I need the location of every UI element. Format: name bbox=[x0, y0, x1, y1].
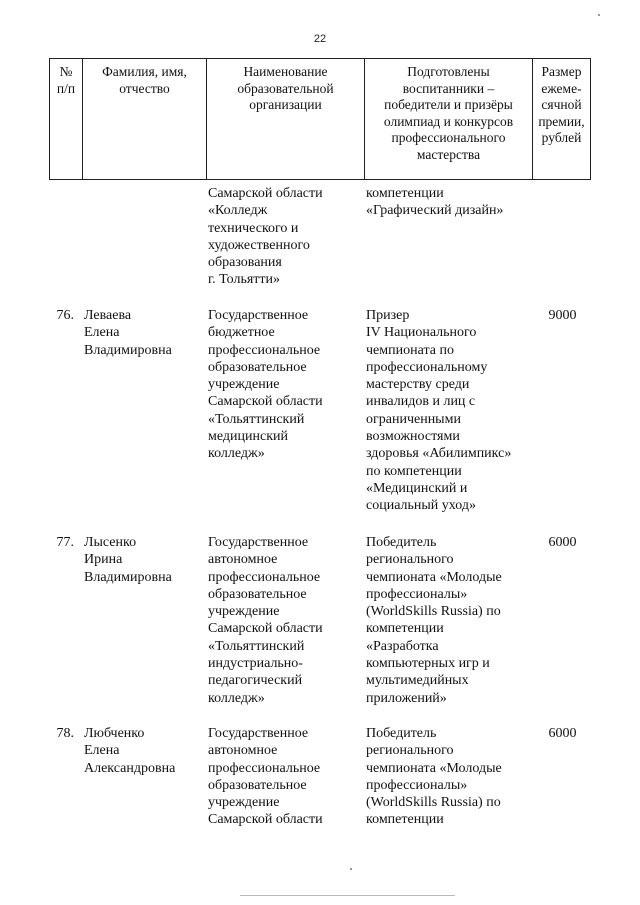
header-prize bbox=[533, 59, 591, 180]
organization-name: Самарской области «Колледж технического и художественного образования г. Тольятти» bbox=[208, 186, 323, 288]
header-row bbox=[50, 59, 591, 180]
prize-amount: 6000 bbox=[548, 726, 577, 741]
scan-speck bbox=[598, 14, 600, 16]
header-org bbox=[207, 59, 365, 180]
prize-amount: 9000 bbox=[548, 308, 577, 323]
table-header bbox=[49, 58, 591, 180]
organization-name: Государственное бюджетное профессиональное образовательное учреждение Самарской области «Тольяттинский медицинский колледж» bbox=[208, 308, 323, 462]
header-name-text: Фамилия, имя, отчество bbox=[102, 64, 187, 96]
award-description: компетенции «Графический дизайн» bbox=[366, 186, 504, 219]
header-org-text: Наименование образовательной организации bbox=[237, 64, 334, 112]
row-number: 77. bbox=[56, 535, 74, 550]
scan-edge-line bbox=[240, 895, 455, 896]
award-description: Победитель регионального чемпионата «Молодые профессионалы» (WorldSkills Russia) по компетенции «Разработка компьютерных игр и мультимедийных приложений» bbox=[366, 535, 502, 706]
header-prize-text: Размер ежеме- сячной премии, рублей bbox=[538, 64, 585, 145]
header-no bbox=[50, 59, 83, 180]
header-award bbox=[365, 59, 533, 180]
header-award-text: Подготовлены воспитанники – победители и призёры олимпиад и конкурсов профессионального мастерства bbox=[383, 64, 514, 162]
row-number: 76. bbox=[56, 308, 74, 323]
award-description: Призер IV Национального чемпионата по профессиональному мастерству среди инвалидов и лиц с ограниченными возможностями здоровья «Абилимпикс» по компетенции «Медицинский и социальный уход» bbox=[366, 308, 512, 514]
award-description: Победитель регионального чемпионата «Молодые профессионалы» (WorldSkills Russia) по компетенции bbox=[366, 726, 502, 828]
organization-name: Государственное автономное профессиональное образовательное учреждение Самарской области bbox=[208, 726, 323, 828]
scan-speck bbox=[350, 868, 352, 870]
person-name: Лысенко Ирина Владимировна bbox=[84, 535, 172, 585]
person-name: Леваева Елена Владимировна bbox=[84, 308, 172, 358]
row-number: 78. bbox=[56, 726, 74, 741]
page-number: 22 bbox=[313, 33, 327, 45]
person-name: Любченко Елена Александровна bbox=[84, 726, 176, 776]
organization-name: Государственное автономное профессиональное образовательное учреждение Самарской области «Тольяттинский индустриально- педагогический колледж» bbox=[208, 535, 323, 706]
prize-amount: 6000 bbox=[548, 535, 577, 550]
header-no-text: № п/п bbox=[56, 64, 76, 96]
header-name bbox=[83, 59, 207, 180]
